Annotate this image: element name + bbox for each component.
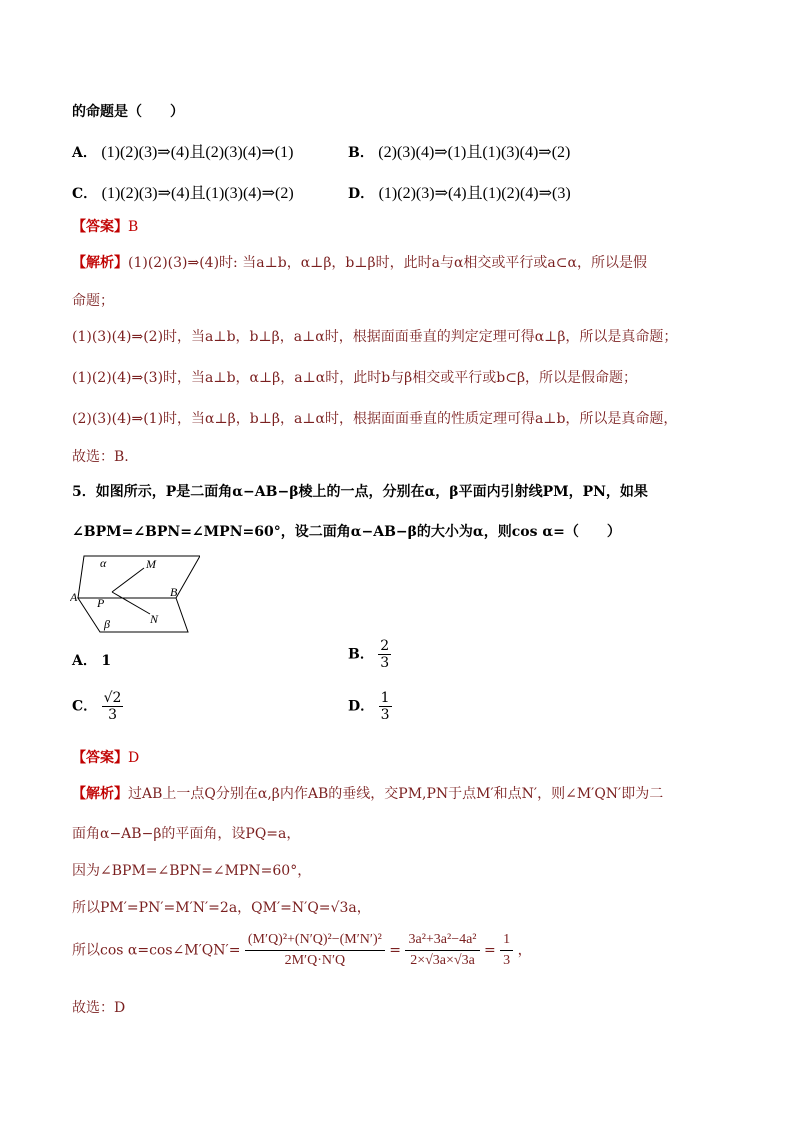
- denominator: 2M′Q·N′Q: [284, 953, 346, 968]
- q5-analysis-line-6: 故选：D: [72, 1000, 126, 1016]
- denominator: 3: [503, 953, 511, 968]
- option-label: B．: [348, 646, 374, 663]
- ray-pn: [112, 592, 150, 614]
- plane-alpha: [78, 556, 200, 598]
- q5-analysis-line-1: [72, 785, 663, 803]
- q4-option-d[interactable]: [348, 180, 571, 203]
- plane-beta: [78, 598, 188, 632]
- q5-stem-line-1: 5．如图所示，P是二面角α−AB−β棱上的一点，分别在α，β平面内引射线PM，PN，如果: [72, 484, 648, 500]
- label-a: A: [70, 590, 78, 604]
- formula-fraction-3: [500, 930, 513, 971]
- option-fraction: [378, 638, 391, 671]
- analysis-tag: 【解析】: [72, 786, 128, 802]
- option-text: (1)(2)(3)⇒(4)且(2)(3)(4)⇒(1): [101, 144, 294, 161]
- equals-sign: =: [483, 942, 496, 959]
- option-label: C．: [72, 186, 98, 202]
- q5-option-c[interactable]: [72, 690, 123, 723]
- denominator: 3: [380, 655, 390, 671]
- q5-option-b[interactable]: [348, 638, 391, 671]
- label-n: N: [150, 612, 159, 626]
- denominator: 2×√3a×√3a: [410, 953, 475, 968]
- analysis-text: (1)(2)(3)⇒(4)时: 当a⊥b，α⊥β，b⊥β时，此时a与α相交或平行或a⊂α，所以是假: [128, 255, 647, 271]
- option-label: D．: [348, 698, 375, 715]
- answer-tag: 【答案】: [72, 750, 128, 766]
- label-p: P: [97, 596, 105, 610]
- q4-option-c[interactable]: [72, 180, 294, 203]
- q5-analysis-line-2: 面角α−AB−β的平面角，设PQ=a，: [72, 826, 301, 842]
- numerator: 3a²+3a²−4a²: [405, 930, 479, 951]
- option-fraction: [379, 690, 392, 723]
- q4-option-b[interactable]: [348, 139, 570, 162]
- q4-analysis-line-3: (1)(3)(4)⇒(2)时，当a⊥b，b⊥β，a⊥α时，根据面面垂直的判定定理可得α⊥β，所以是真命题；: [72, 329, 678, 345]
- q5-stem-line-2: ∠BPM=∠BPN=∠MPN=60°，设二面角α−AB−β的大小为α，则cos α=（ ）: [72, 524, 621, 540]
- option-label: D．: [348, 186, 375, 202]
- q4-analysis-line-6: 故选：B.: [72, 449, 129, 465]
- q4-analysis-line-5: (2)(3)(4)⇒(1)时，当α⊥β，b⊥β，a⊥α时，根据面面垂直的性质定理可得a⊥b，所以是真命题，: [72, 411, 678, 427]
- formula-fraction-1: [245, 930, 385, 971]
- dihedral-angle-figure: [70, 552, 200, 642]
- label-alpha: α: [100, 556, 107, 570]
- q5-answer: [72, 749, 139, 767]
- numerator: 1: [380, 690, 390, 706]
- q4-analysis-line-1: [72, 254, 647, 272]
- label-b: B: [170, 585, 178, 599]
- option-text: (1)(2)(3)⇒(4)且(1)(2)(4)⇒(3): [378, 185, 571, 202]
- q5-analysis-line-3: 因为∠BPM=∠BPN=∠MPN=60°，: [72, 863, 312, 879]
- option-label: A．: [72, 145, 97, 161]
- q4-option-a[interactable]: [72, 139, 293, 162]
- option-fraction: [102, 690, 124, 723]
- formula-tail: ，: [517, 942, 532, 959]
- numerator: 1: [500, 930, 513, 951]
- q4-answer: [72, 218, 138, 236]
- option-label: B．: [348, 145, 374, 161]
- equals-sign: =: [389, 942, 402, 959]
- numerator: 2: [380, 638, 390, 654]
- label-beta: β: [104, 617, 110, 631]
- formula-prefix: 所以cos α=cos∠M′QN′=: [72, 942, 241, 959]
- q5-option-d[interactable]: [348, 690, 392, 723]
- q4-stem-tail: 的命题是（ ）: [72, 104, 184, 120]
- ray-pm: [112, 568, 144, 592]
- denominator: 3: [380, 707, 390, 723]
- answer-value: D: [128, 750, 140, 766]
- q5-option-a[interactable]: [72, 650, 111, 670]
- q5-analysis-line-5: [72, 930, 532, 971]
- numerator: √2: [103, 690, 122, 706]
- option-text: (1)(2)(3)⇒(4)且(1)(3)(4)⇒(2): [101, 185, 294, 202]
- answer-value: B: [128, 219, 139, 235]
- analysis-tag: 【解析】: [72, 255, 128, 271]
- option-text: 1: [101, 653, 112, 669]
- formula-fraction-2: [405, 930, 479, 971]
- option-label: C．: [72, 698, 98, 715]
- q4-analysis-line-2: 命题；: [72, 293, 114, 309]
- answer-tag: 【答案】: [72, 219, 128, 235]
- option-text: (2)(3)(4)⇒(1)且(1)(3)(4)⇒(2): [378, 144, 571, 161]
- q5-analysis-line-4: 所以PM′=PN′=M′N′=2a，QM′=N′Q=√3a，: [72, 900, 371, 916]
- analysis-text: 过AB上一点Q分别在α,β内作AB的垂线，交PM,PN于点M′和点N′，则∠M′QN′即为二: [128, 786, 664, 802]
- label-m: M: [146, 557, 156, 571]
- numerator: (M′Q)²+(N′Q)²−(M′N′)²: [245, 930, 385, 951]
- denominator: 3: [108, 707, 117, 723]
- q4-analysis-line-4: (1)(2)(4)⇒(3)时，当a⊥b，α⊥β，a⊥α时，此时b与β相交或平行或b⊂β，所以是假命题；: [72, 370, 638, 386]
- option-label: A．: [72, 653, 97, 669]
